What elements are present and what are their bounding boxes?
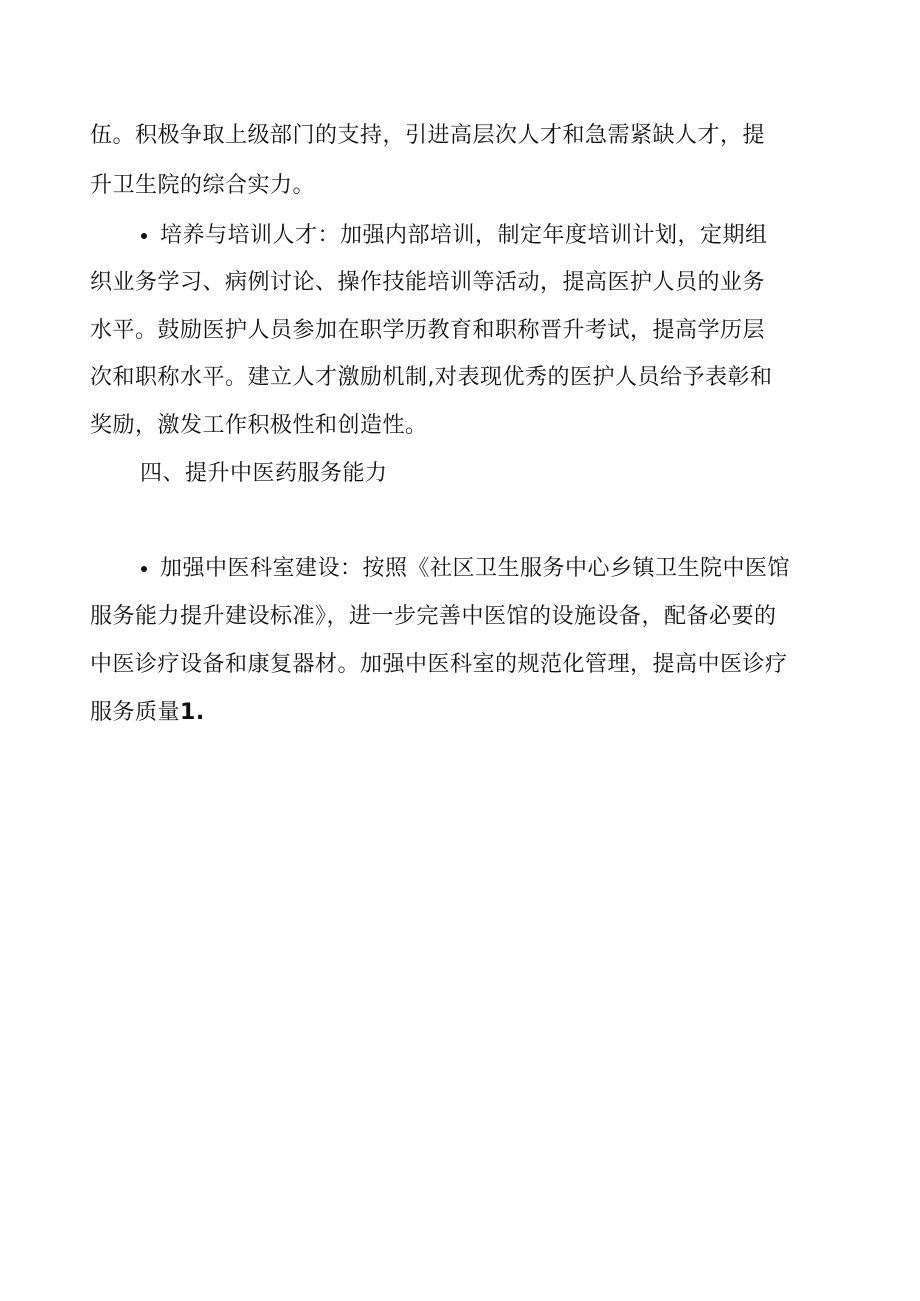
bullet-2-line-4-text: 服务质量 (90, 700, 181, 725)
bullet-dot-icon (141, 566, 147, 572)
paragraph-1-line-2: 升卫生院的综合实力。 (90, 173, 316, 198)
bullet-1-line-5: 奖励，激发工作积极性和创造性。 (90, 413, 428, 438)
bullet-2-line-1: 加强中医科室建设：按照《社区卫生服务中心乡镇卫生院中医馆 (160, 556, 791, 581)
bullet-1-line-2: 织业务学习、病例讨论、操作技能培训等活动，提高医护人员的业务 (90, 270, 766, 295)
bullet-1-line-4: 次和职称水平。建立人才激励机制,对表现优秀的医护人员给予表彰和 (90, 365, 773, 390)
section-heading: 四、提升中医药服务能力 (140, 461, 388, 486)
bullet-dot-icon (141, 233, 147, 239)
bullet-1-line-3: 水平。鼓励医护人员参加在职学历教育和职称晋升考试，提高学历层 (90, 318, 766, 343)
bullet-2-line-4 (90, 698, 205, 728)
bullet-2-line-2: 服务能力提升建设标准》，进一步完善中医馆的设施设备，配备必要的 (90, 604, 777, 629)
bullet-1-line-1: 培养与培训人才：加强内部培训，制定年度培训计划，定期组 (160, 223, 768, 248)
paragraph-1-line-1: 伍。积极争取上级部门的支持，引进高层次人才和急需紧缺人才，提 (90, 123, 766, 148)
bullet-2-line-3: 中医诊疗设备和康复器材。加强中医科室的规范化管理，提高中医诊疗 (90, 652, 788, 677)
bullet-2-line-4-suffix: 1. (180, 700, 205, 725)
